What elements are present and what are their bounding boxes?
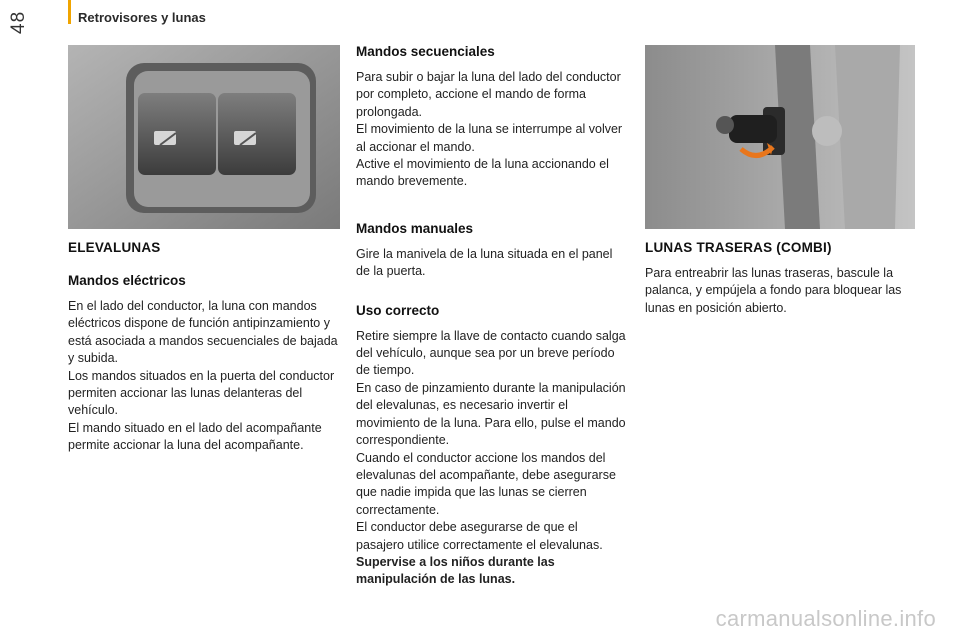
right-column [645,240,915,317]
paragraph: El movimiento de la luna se interrumpe al volver al accionar el mando. [356,122,623,154]
paragraph: Active el movimiento de la luna accionando el mando brevemente. [356,157,609,189]
paragraph: El mando situado en el lado del acompañante permite accionar la luna del acompañante. [68,420,322,453]
paragraph: Los mandos situados en la puerta del conductor permiten accionar las lunas delanteras del vehículo. [68,368,335,418]
window-switches-photo [68,45,340,229]
middle-column [356,44,628,589]
header-accent-bar [68,0,71,24]
paragraph: Gire la manivela de la luna situada en el panel de la puerta. [356,246,613,279]
paragraph: En el lado del conductor, la luna con mandos eléctricos dispone de función antipinzamiento y está asociada a mandos secuenciales de bajada y subida. [68,299,338,366]
section-title-elevalunas: ELEVALUNAS [68,240,161,255]
paragraph: Retire siempre la llave de contacto cuando salga del vehículo, aunque sea por un breve período de tiempo. [356,328,626,378]
page-number: 48 [8,10,29,34]
section-title-lunas-traseras: LUNAS TRASERAS (COMBI) [645,240,832,255]
paragraph: En caso de pinzamiento durante la manipulación del elevalunas, es necesario invertir el movimiento de la luna. Para ello, pulse el mando correspondiente. [356,380,626,448]
subsection-title-mandos-electricos: Mandos eléctricos [68,273,186,288]
watermark: carmanualsonline.info [715,606,936,631]
subsection-title-mandos-manuales: Mandos manuales [356,220,474,236]
paragraph: Cuando el conductor accione los mandos del elevalunas del acompañante, debe asegurarse que nadie impida que las lunas se cierren correctamente. [356,450,616,517]
left-column [68,240,340,455]
paragraph: Para subir o bajar la luna del lado del conductor por completo, accione el mando de forma prolongada. [356,70,621,119]
subsection-title-mandos-secuenciales: Mandos secuenciales [356,44,495,59]
subsection-title-uso-correcto: Uso correcto [356,302,440,318]
paragraph: El conductor debe asegurarse de que el pasajero utilice correctamente el elevalunas. [356,520,603,552]
paragraph: Para entreabrir las lunas traseras, bascule la palanca, y empújela a fondo para bloquear las lunas en posición abierto. [645,266,902,315]
rear-window-lever-photo [645,45,915,229]
warning-text: Supervise a los niños durante las manipulación de las lunas. [356,554,555,587]
page-header: Retrovisores y lunas [78,10,206,25]
